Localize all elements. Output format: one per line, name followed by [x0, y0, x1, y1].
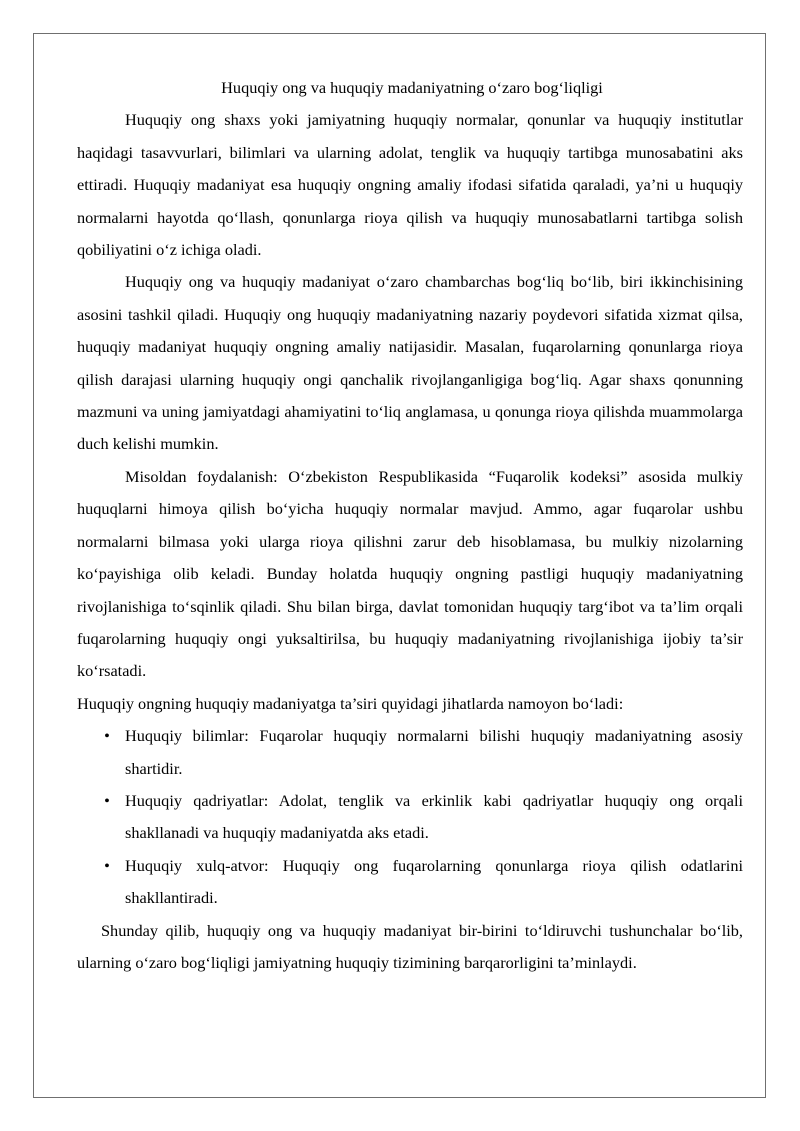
conclusion-paragraph: Shunday qilib, huquqiy ong va huquqiy madaniyat bir-birini to‘ldiruvchi tushunchalar bo‘lib, ularning o‘zaro bog‘liqligi jamiyatning huquqiy tizimining barqarorligini ta’minlaydi.: [77, 920, 743, 972]
list-item-text: Huquqiy bilimlar: Fuqarolar huquqiy normalarni bilishi huquqiy madaniyatning asosiy shartidir.: [125, 726, 743, 778]
paragraph-1: Huquqiy ong shaxs yoki jamiyatning huquqiy normalar, qonunlar va huquqiy institutlar haqidagi tasavvurlari, bilimlari va ularning adolat, tenglik va huquqiy tartibga munosabatini aks ettiradi. Huquqiy madaniyat esa huquqiy ongning amaliy ifodasi sifatida qaraladi, ya’ni u huquqiy normalarni hayotda qo‘llash, qonunlarga rioya qilish va huquqiy munosabatlarni tartibga solish qobiliyatini o‘z ichiga oladi.: [77, 110, 743, 260]
list-item-text: Huquqiy xulq-atvor: Huquqiy ong fuqarolarning qonunlarga rioya qilish odatlarini shakllantiradi.: [125, 855, 743, 908]
list-item: [77, 720, 743, 785]
bullet-icon: •: [104, 790, 110, 810]
list-item: [77, 850, 743, 915]
list-item: [77, 785, 743, 850]
bullet-list: [77, 720, 743, 914]
bullet-icon: •: [104, 855, 110, 875]
document-body: [77, 72, 743, 979]
paragraph-2: Huquqiy ong va huquqiy madaniyat o‘zaro chambarchas bog‘liq bo‘lib, biri ikkinchisining asosini tashkil qiladi. Huquqiy ong huquqiy madaniyatning nazariy poydevori sifatida xizmat qilsa, huquqiy madaniyat huquqiy ongning amaliy natijasidir. Masalan, fuqarolarning qonunlarga rioya qilish darajasi ularning huquqiy ongi qanchalik rivojlanganligiga bog‘liq. Agar shaxs qonunning mazmuni va uning jamiyatdagi ahamiyatini to‘liq anglamasa, u qonunga rioya qilishda muammolarga duch kelishi mumkin.: [77, 272, 743, 454]
paragraph-3: Misoldan foydalanish: O‘zbekiston Respublikasida “Fuqarolik kodeksi” asosida mulkiy huquqlarni himoya qilish bo‘yicha huquqiy normalar mavjud. Ammo, agar fuqarolar ushbu normalarni bilmasa yoki ularga rioya qilishni zarur deb hisoblamasa, bu mulkiy nizolarning ko‘payishiga olib keladi. Bunday holatda huquqiy ongning pastligi huquqiy madaniyatning rivojlanishiga to‘sqinlik qiladi. Shu bilan birga, davlat tomonidan huquqiy targ‘ibot va ta’lim orqali fuqarolarning huquqiy ongi yuksaltirilsa, bu huquqiy madaniyatning rivojlanishiga ijobiy ta’sir ko‘rsatadi.: [77, 466, 743, 681]
bullet-icon: •: [104, 726, 110, 746]
list-item-text: Huquqiy qadriyatlar: Adolat, tenglik va erkinlik kabi qadriyatlar huquqiy ong orqali shakllanadi va huquqiy madaniyatda aks etadi.: [125, 790, 743, 843]
document-title: Huquqiy ong va huquqiy madaniyatning o‘zaro bog‘liqligi: [221, 78, 603, 97]
list-intro: Huquqiy ongning huquqiy madaniyatga ta’siri quyidagi jihatlarda namoyon bo‘ladi:: [77, 693, 624, 713]
